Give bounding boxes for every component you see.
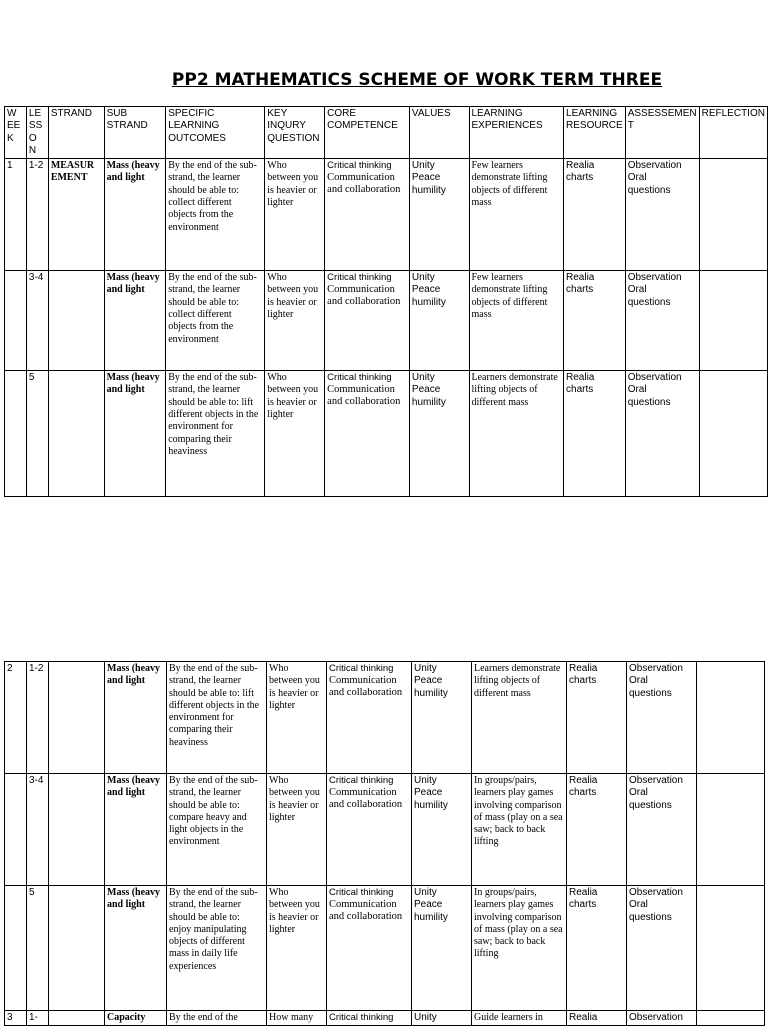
cell-assessment-line: Oral: [627, 284, 647, 296]
cell-week: [5, 774, 27, 886]
cell-values-line: Peace: [414, 899, 443, 911]
cell-core-competence-line: Critical thinking: [327, 160, 392, 172]
cell-learning-resource-line: charts: [566, 284, 594, 296]
cell-assessment-line: Oral: [627, 172, 647, 184]
cell-learning-experiences: Few learners demonstrate lifting objects of different mass: [469, 271, 564, 371]
cell-values-line: Peace: [414, 787, 443, 799]
cell-sub-strand: Mass (heavy and light: [105, 774, 167, 886]
cell-assessment-line: Oral: [629, 675, 648, 687]
cell-values: [412, 886, 472, 1011]
cell-core-competence: [327, 774, 412, 886]
cell-reflection: [699, 271, 767, 371]
cell-assessment: [625, 159, 699, 271]
cell-sub-strand: Capacity: [105, 1011, 167, 1026]
cell-core-competence-line: Communication and collaboration: [327, 284, 401, 308]
cell-learning-resource-line: charts: [566, 384, 594, 396]
cell-learning-resource-line: Realia: [566, 160, 595, 172]
cell-sub-strand: Mass (heavy and light: [104, 271, 166, 371]
cell-lesson: 1-: [27, 1011, 49, 1026]
cell-strand: MEASUR EMENT: [48, 159, 104, 271]
cell-learning-resource-line: charts: [569, 899, 597, 911]
table-row: [5, 271, 768, 371]
header-core-competence: CORE COMPETENCE: [325, 107, 410, 159]
cell-learning-experiences: In groups/pairs, learners play games involving comparison of mass (play on a sea saw; back to back lifting: [472, 774, 567, 886]
cell-core-competence-line: Critical thinking: [329, 1012, 394, 1023]
cell-assessment-line: questions: [629, 799, 672, 811]
cell-learning-experiences: Learners demonstrate lifting objects of different mass: [469, 371, 564, 497]
header-strand: STRAND: [48, 107, 104, 159]
cell-values: [409, 159, 469, 271]
cell-values-line: Peace: [411, 284, 441, 296]
cell-learning-resource: [567, 886, 627, 1011]
cell-core-competence-line: Critical thinking: [327, 372, 392, 384]
page-title: PP2 MATHEMATICS SCHEME OF WORK TERM THREE: [171, 70, 663, 90]
cell-strand: [49, 886, 105, 1011]
cell-strand: [49, 774, 105, 886]
cell-specific-learning-outcomes: By the end of the sub-strand, the learner should be able to: compare heavy and light objects in the environment: [167, 774, 267, 886]
cell-reflection: [697, 886, 765, 1011]
cell-learning-experiences: In groups/pairs, learners play games involving comparison of mass (play on a sea saw; back to back lifting: [472, 886, 567, 1011]
cell-learning-resource: [564, 159, 626, 271]
cell-assessment-line: questions: [627, 184, 671, 196]
table-row: [5, 886, 765, 1011]
cell-core-competence: [327, 662, 412, 774]
cell-learning-resource-line: charts: [566, 172, 594, 184]
cell-specific-learning-outcomes: By the end of the sub-strand, the learner should be able to: lift different objects in the environment for comparing their heaviness: [167, 662, 267, 774]
header-values: VALUES: [409, 107, 469, 159]
cell-learning-resource-line: Realia: [569, 663, 598, 674]
cell-core-competence-line: Critical thinking: [329, 663, 394, 674]
cell-values-line: Unity: [414, 663, 437, 674]
cell-key-inquiry-question: Who between you is heavier or lighter: [267, 886, 327, 1011]
header-lesson: LE SS O N: [26, 107, 48, 159]
cell-learning-resource: [564, 371, 626, 497]
cell-key-inquiry-question: Who between you is heavier or lighter: [267, 774, 327, 886]
cell-values-line: Unity: [411, 272, 435, 284]
cell-core-competence-line: Communication and collaboration: [327, 172, 401, 196]
cell-values-line: Peace: [414, 675, 443, 687]
cell-core-competence-line: Communication and collaboration: [329, 899, 403, 923]
cell-sub-strand: Mass (heavy and light: [105, 662, 167, 774]
cell-values-line: humility: [414, 911, 448, 923]
cell-learning-experiences: Guide learners in: [472, 1011, 567, 1026]
cell-learning-resource: [564, 271, 626, 371]
table-header-row: [5, 107, 768, 159]
cell-core-competence-line: Critical thinking: [329, 775, 394, 786]
cell-core-competence-line: Critical thinking: [327, 272, 392, 284]
cell-values-line: Unity: [414, 1012, 437, 1023]
cell-reflection: [697, 662, 765, 774]
cell-key-inquiry-question: How many: [267, 1011, 327, 1026]
cell-learning-experiences: Few learners demonstrate lifting objects of different mass: [469, 159, 564, 271]
cell-assessment: [627, 774, 697, 886]
cell-values-line: Unity: [411, 372, 435, 384]
cell-assessment-line: Observation: [629, 775, 683, 786]
cell-core-competence: [325, 271, 410, 371]
cell-values: [409, 271, 469, 371]
cell-specific-learning-outcomes: By the end of the sub-strand, the learner should be able to: lift different objects in the environment for comparing their heaviness: [166, 371, 265, 497]
cell-core-competence-line: Critical thinking: [329, 887, 394, 898]
cell-assessment-line: Observation: [627, 372, 682, 384]
cell-week: 1: [5, 159, 27, 271]
cell-core-competence-line: Communication and collaboration: [327, 384, 401, 408]
cell-lesson: 3-4: [27, 774, 49, 886]
header-learning-experiences: LEARNING EXPERIENCES: [469, 107, 564, 159]
cell-values-line: humility: [411, 396, 446, 408]
cell-learning-resource: [567, 662, 627, 774]
header-sub-strand: SUB STRAND: [104, 107, 166, 159]
header-key-inquiry-question: KEY INQURY QUESTION: [265, 107, 325, 159]
cell-assessment-line: Observation: [629, 663, 683, 674]
cell-assessment-line: questions: [627, 296, 671, 308]
cell-assessment-line: Oral: [627, 384, 647, 396]
cell-values-line: Peace: [411, 172, 441, 184]
cell-learning-resource-line: Realia: [566, 372, 595, 384]
cell-assessment-line: questions: [627, 396, 671, 408]
cell-strand: [48, 371, 104, 497]
cell-values-line: humility: [411, 184, 446, 196]
table-row: [5, 159, 768, 271]
cell-reflection: [699, 159, 767, 271]
cell-assessment-line: Oral: [629, 787, 648, 799]
scheme-table-page-1: [4, 106, 768, 497]
cell-learning-resource-line: Realia: [569, 775, 598, 786]
cell-lesson: 5: [26, 371, 48, 497]
cell-assessment: [627, 662, 697, 774]
cell-core-competence-line: Communication and collaboration: [329, 787, 403, 811]
cell-week: [5, 271, 27, 371]
header-learning-resource: LEARNING RESOURCE: [564, 107, 626, 159]
cell-lesson: 5: [27, 886, 49, 1011]
cell-learning-resource: [567, 774, 627, 886]
cell-core-competence: [327, 886, 412, 1011]
table-row: [5, 774, 765, 886]
cell-week: 2: [5, 662, 27, 774]
cell-lesson: 3-4: [26, 271, 48, 371]
header-reflection: REFLECTION: [699, 107, 767, 159]
header-assessment: ASSESSEMEN T: [625, 107, 699, 159]
cell-key-inquiry-question: Who between you is heavier or lighter: [267, 662, 327, 774]
cell-week: [5, 886, 27, 1011]
cell-values: [412, 774, 472, 886]
header-specific-learning-outcomes: SPECIFIC LEARNING OUTCOMES: [166, 107, 265, 159]
cell-assessment-line: Oral: [629, 899, 648, 911]
cell-core-competence-line: Communication and collaboration: [329, 675, 403, 699]
cell-values-line: humility: [414, 799, 448, 811]
cell-strand: [48, 271, 104, 371]
cell-assessment-line: Observation: [627, 160, 682, 172]
cell-values-line: Unity: [414, 775, 437, 786]
cell-values-line: Unity: [414, 887, 437, 898]
cell-values-line: Peace: [411, 384, 441, 396]
cell-assessment-line: questions: [629, 687, 672, 699]
cell-lesson: 1-2: [27, 662, 49, 774]
cell-reflection: [697, 774, 765, 886]
cell-learning-resource-line: Realia: [566, 272, 595, 284]
cell-assessment: [627, 886, 697, 1011]
cell-sub-strand: Mass (heavy and light: [105, 886, 167, 1011]
cell-values: [409, 371, 469, 497]
cell-assessment-line: Observation: [627, 272, 682, 284]
table-row: [5, 662, 765, 774]
cell-assessment-line: questions: [629, 911, 672, 923]
cell-assessment-line: Observation: [629, 887, 683, 898]
cell-specific-learning-outcomes: By the end of the sub-strand, the learner should be able to: enjoy manipulating objects of different mass in daily life experiences: [167, 886, 267, 1011]
cell-reflection: [699, 371, 767, 497]
cell-specific-learning-outcomes: By the end of the sub-strand, the learner should be able to: collect different objects from the environment: [166, 159, 265, 271]
cell-key-inquiry-question: Who between you is heavier or lighter: [265, 159, 325, 271]
table-row: [5, 371, 768, 497]
cell-assessment-line: Observation: [629, 1012, 683, 1023]
cell-sub-strand: Mass (heavy and light: [104, 371, 166, 497]
cell-assessment: [625, 371, 699, 497]
cell-assessment: [625, 271, 699, 371]
cell-core-competence: [325, 371, 410, 497]
cell-week: [5, 371, 27, 497]
cell-learning-resource-line: charts: [569, 675, 597, 687]
header-week: W EE K: [5, 107, 27, 159]
cell-values: [412, 662, 472, 774]
cell-learning-resource-line: Realia: [569, 1012, 598, 1023]
cell-core-competence: [325, 159, 410, 271]
cell-sub-strand: Mass (heavy and light: [104, 159, 166, 271]
cell-values-line: humility: [414, 687, 448, 699]
cell-values-line: Unity: [411, 160, 435, 172]
scheme-table-page-2: [4, 661, 765, 1026]
cell-strand: [49, 662, 105, 774]
cell-specific-learning-outcomes: By the end of the sub-strand, the learner should be able to: collect different objects from the environment: [166, 271, 265, 371]
cell-specific-learning-outcomes: By the end of the: [167, 1011, 267, 1026]
cell-learning-resource-line: charts: [569, 787, 597, 799]
cell-lesson: 1-2: [26, 159, 48, 271]
cell-learning-resource-line: Realia: [569, 887, 598, 898]
cell-values-line: humility: [411, 296, 446, 308]
cell-key-inquiry-question: Who between you is heavier or lighter: [265, 271, 325, 371]
cell-key-inquiry-question: Who between you is heavier or lighter: [265, 371, 325, 497]
cell-learning-experiences: Learners demonstrate lifting objects of different mass: [472, 662, 567, 774]
cell-week: 3: [5, 1011, 27, 1026]
